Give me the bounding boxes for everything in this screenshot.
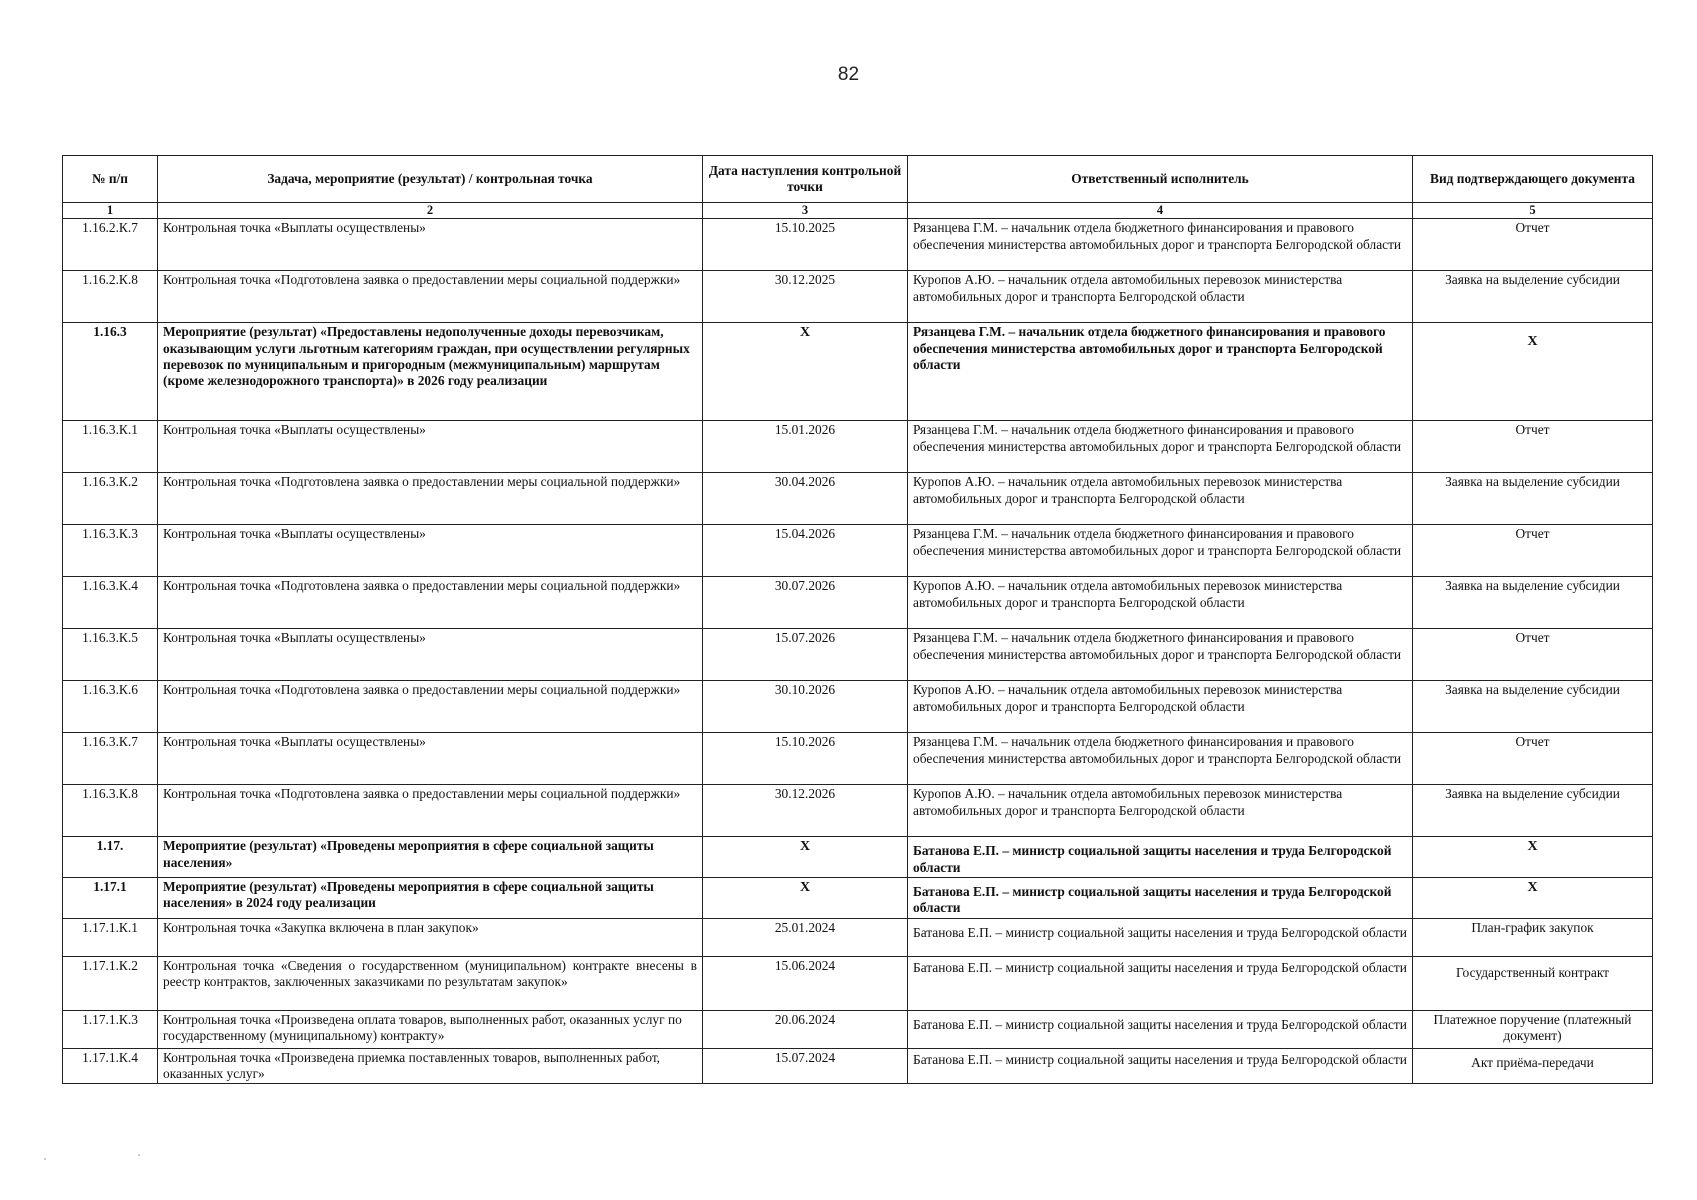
row-number: 1.17.1.К.1: [63, 918, 158, 956]
row-number: 1.16.2.К.8: [63, 271, 158, 323]
row-task: Контрольная точка «Подготовлена заявка о предоставлении меры социальной поддержки»: [158, 681, 703, 733]
row-number: 1.17.1.К.2: [63, 956, 158, 1010]
row-document: Заявка на выделение субсидии: [1413, 577, 1653, 629]
row-responsible: Рязанцева Г.М. – начальник отдела бюджетного финансирования и правового обеспечения министерства автомобильных дорог и транспорта Белгородской области: [908, 323, 1413, 421]
row-document: Х: [1413, 877, 1653, 918]
column-number: 4: [908, 203, 1413, 219]
row-responsible: Куропов А.Ю. – начальник отдела автомобильных перевозок министерства автомобильных дорог и транспорта Белгородской области: [908, 271, 1413, 323]
table-row: [63, 681, 1653, 733]
header-task: Задача, мероприятие (результат) / контрольная точка: [158, 156, 703, 203]
row-responsible: Батанова Е.П. – министр социальной защиты населения и труда Белгородской области: [908, 877, 1413, 918]
row-task: Контрольная точка «Подготовлена заявка о предоставлении меры социальной поддержки»: [158, 271, 703, 323]
row-responsible: Батанова Е.П. – министр социальной защиты населения и труда Белгородской области: [908, 1010, 1413, 1048]
row-task: Контрольная точка «Подготовлена заявка о предоставлении меры социальной поддержки»: [158, 473, 703, 525]
row-date: 30.12.2026: [703, 785, 908, 837]
row-number: 1.16.3.К.4: [63, 577, 158, 629]
row-document: Акт приёма-передачи: [1413, 1048, 1653, 1084]
row-date: 15.07.2026: [703, 629, 908, 681]
row-task: Контрольная точка «Подготовлена заявка о предоставлении меры социальной поддержки»: [158, 785, 703, 837]
row-task: Контрольная точка «Выплаты осуществлены»: [158, 525, 703, 577]
column-number: 1: [63, 203, 158, 219]
scan-speck: [44, 1158, 46, 1160]
row-document: Заявка на выделение субсидии: [1413, 473, 1653, 525]
row-document: Заявка на выделение субсидии: [1413, 785, 1653, 837]
row-responsible: Куропов А.Ю. – начальник отдела автомобильных перевозок министерства автомобильных дорог и транспорта Белгородской области: [908, 473, 1413, 525]
row-task: Мероприятие (результат) «Проведены мероприятия в сфере социальной защиты населения» в 2024 году реализации: [158, 877, 703, 918]
row-date: 30.07.2026: [703, 577, 908, 629]
row-task: Контрольная точка «Произведена оплата товаров, выполненных работ, оказанных услуг по государственному (муниципальному) контракту»: [158, 1010, 703, 1048]
row-document: Заявка на выделение субсидии: [1413, 271, 1653, 323]
table-row: [63, 1048, 1653, 1084]
row-date: 25.01.2024: [703, 918, 908, 956]
header-num: № п/п: [63, 156, 158, 203]
row-document: Отчет: [1413, 525, 1653, 577]
table-row: [63, 956, 1653, 1010]
row-number: 1.17.: [63, 837, 158, 878]
row-number: 1.16.3.К.2: [63, 473, 158, 525]
row-task: Контрольная точка «Подготовлена заявка о предоставлении меры социальной поддержки»: [158, 577, 703, 629]
row-date: Х: [703, 323, 908, 421]
row-responsible: Рязанцева Г.М. – начальник отдела бюджетного финансирования и правового обеспечения министерства автомобильных дорог и транспорта Белгородской области: [908, 421, 1413, 473]
row-task: Контрольная точка «Выплаты осуществлены»: [158, 421, 703, 473]
row-responsible: Куропов А.Ю. – начальник отдела автомобильных перевозок министерства автомобильных дорог и транспорта Белгородской области: [908, 681, 1413, 733]
row-document: Отчет: [1413, 733, 1653, 785]
row-number: 1.16.3.К.8: [63, 785, 158, 837]
column-number: 5: [1413, 203, 1653, 219]
table-row: [63, 473, 1653, 525]
table-row: [63, 323, 1653, 421]
row-number: 1.16.3.К.7: [63, 733, 158, 785]
row-number: 1.17.1: [63, 877, 158, 918]
row-document: План-график закупок: [1413, 918, 1653, 956]
table-row: [63, 877, 1653, 918]
row-responsible: Куропов А.Ю. – начальник отдела автомобильных перевозок министерства автомобильных дорог и транспорта Белгородской области: [908, 577, 1413, 629]
row-responsible: Батанова Е.П. – министр социальной защиты населения и труда Белгородской области: [908, 956, 1413, 1010]
row-task: Контрольная точка «Выплаты осуществлены»: [158, 629, 703, 681]
row-date: 30.12.2025: [703, 271, 908, 323]
row-date: 15.10.2026: [703, 733, 908, 785]
row-document: Отчет: [1413, 629, 1653, 681]
row-responsible: Рязанцева Г.М. – начальник отдела бюджетного финансирования и правового обеспечения министерства автомобильных дорог и транспорта Белгородской области: [908, 629, 1413, 681]
row-task: Мероприятие (результат) «Предоставлены недополученные доходы перевозчикам, оказывающим услуги льготным категориям граждан, при осуществлении регулярных перевозок по муниципальным и пригородным (межмуниципальным) маршрутам (кроме железнодорожного транспорта)» в 2026 году реализации: [158, 323, 703, 421]
table-row: [63, 1010, 1653, 1048]
row-responsible: Батанова Е.П. – министр социальной защиты населения и труда Белгородской области: [908, 918, 1413, 956]
column-number: 3: [703, 203, 908, 219]
table-row: [63, 271, 1653, 323]
row-task: Контрольная точка «Произведена приемка поставленных товаров, выполненных работ, оказанных услуг»: [158, 1048, 703, 1084]
row-date: 15.06.2024: [703, 956, 908, 1010]
row-number: 1.16.3.К.3: [63, 525, 158, 577]
row-number: 1.16.3.К.1: [63, 421, 158, 473]
row-task: Контрольная точка «Выплаты осуществлены»: [158, 219, 703, 271]
page-number: 82: [837, 64, 860, 85]
row-document: Отчет: [1413, 219, 1653, 271]
row-date: 30.04.2026: [703, 473, 908, 525]
row-date: 15.07.2024: [703, 1048, 908, 1084]
row-responsible: Батанова Е.П. – министр социальной защиты населения и труда Белгородской области: [908, 1048, 1413, 1084]
row-document: Х: [1413, 837, 1653, 878]
row-number: 1.17.1.К.3: [63, 1010, 158, 1048]
row-responsible: Куропов А.Ю. – начальник отдела автомобильных перевозок министерства автомобильных дорог и транспорта Белгородской области: [908, 785, 1413, 837]
row-date: 15.01.2026: [703, 421, 908, 473]
row-responsible: Рязанцева Г.М. – начальник отдела бюджетного финансирования и правового обеспечения министерства автомобильных дорог и транспорта Белгородской области: [908, 733, 1413, 785]
row-number: 1.16.3.К.5: [63, 629, 158, 681]
table-row: [63, 525, 1653, 577]
row-number: 1.16.3.К.6: [63, 681, 158, 733]
row-document: Х: [1413, 323, 1653, 421]
row-task: Контрольная точка «Сведения о государственном (муниципальном) контракте внесены в реестр контрактов, заключенных заказчиками по результатам закупок»: [158, 956, 703, 1010]
header-responsible: Ответственный исполнитель: [908, 156, 1413, 203]
row-number: 1.17.1.К.4: [63, 1048, 158, 1084]
table-row: [63, 837, 1653, 878]
row-document: Заявка на выделение субсидии: [1413, 681, 1653, 733]
table-row: [63, 421, 1653, 473]
column-number-row: [63, 203, 1653, 219]
table-row: [63, 577, 1653, 629]
row-task: Контрольная точка «Выплаты осуществлены»: [158, 733, 703, 785]
table-row: [63, 733, 1653, 785]
table-row: [63, 629, 1653, 681]
row-number: 1.16.3: [63, 323, 158, 421]
scan-speck: [138, 1154, 140, 1156]
row-date: 15.10.2025: [703, 219, 908, 271]
row-responsible: Рязанцева Г.М. – начальник отдела бюджетного финансирования и правового обеспечения министерства автомобильных дорог и транспорта Белгородской области: [908, 525, 1413, 577]
row-number: 1.16.2.К.7: [63, 219, 158, 271]
table-row: [63, 785, 1653, 837]
row-responsible: Рязанцева Г.М. – начальник отдела бюджетного финансирования и правового обеспечения министерства автомобильных дорог и транспорта Белгородской области: [908, 219, 1413, 271]
table-row: [63, 918, 1653, 956]
column-number: 2: [158, 203, 703, 219]
row-date: 20.06.2024: [703, 1010, 908, 1048]
header-document: Вид подтверждающего документа: [1413, 156, 1653, 203]
header-row: [63, 156, 1653, 203]
row-date: 30.10.2026: [703, 681, 908, 733]
row-responsible: Батанова Е.П. – министр социальной защиты населения и труда Белгородской области: [908, 837, 1413, 878]
row-task: Контрольная точка «Закупка включена в план закупок»: [158, 918, 703, 956]
row-date: 15.04.2026: [703, 525, 908, 577]
row-date: Х: [703, 837, 908, 878]
header-date: Дата наступления контрольной точки: [703, 156, 908, 203]
row-date: Х: [703, 877, 908, 918]
plan-table: [62, 155, 1653, 1084]
row-document: Государственный контракт: [1413, 956, 1653, 1010]
row-document: Отчет: [1413, 421, 1653, 473]
row-task: Мероприятие (результат) «Проведены мероприятия в сфере социальной защиты населения»: [158, 837, 703, 878]
table-row: [63, 219, 1653, 271]
row-document: Платежное поручение (платежный документ): [1413, 1010, 1653, 1048]
